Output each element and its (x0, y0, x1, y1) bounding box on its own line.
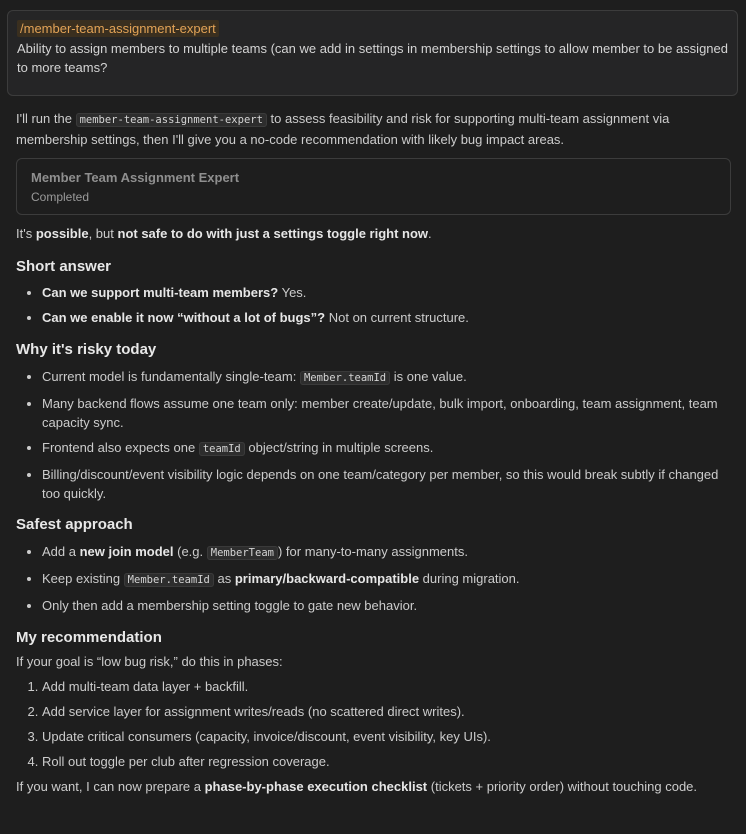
closing-bold: phase-by-phase execution checklist (204, 779, 428, 794)
verdict-bold-1: possible (35, 226, 89, 241)
verdict-bold-2: not safe to do with just a settings toggle right now (117, 226, 429, 241)
list-item-bold: primary/backward-compatible (234, 571, 420, 586)
recommendation-steps (16, 677, 732, 771)
step-item: 4. Roll out toggle per club after regression coverage. (42, 752, 732, 771)
tool-call-status: Completed (31, 190, 90, 204)
verdict-paragraph (16, 224, 732, 243)
intro-paragraph (16, 109, 732, 149)
list-item-bold: new join model (79, 544, 174, 559)
list-item-text: object/string in multiple screens. (244, 440, 434, 455)
list-item-text: is one value. (390, 369, 467, 384)
risky-list (16, 367, 732, 503)
user-message-text: Ability to assign members to multiple teams (can we add in settings in membership settings to allow member to be assigned to more teams? (17, 41, 728, 75)
inline-code: Member.teamId (300, 371, 390, 385)
verdict-text-1: It's (16, 226, 36, 241)
list-item-text: Not on current structure. (325, 310, 469, 325)
list-item-text: during migration. (419, 571, 520, 586)
list-item-text: Frontend also expects one (42, 440, 199, 455)
assistant-response (16, 109, 732, 796)
recommendation-intro: If your goal is “low bug risk,” do this in phases: (16, 654, 283, 669)
list-item-text: Add a (42, 544, 80, 559)
closing-paragraph (16, 777, 732, 796)
tool-call-title: Member Team Assignment Expert (31, 170, 240, 185)
list-item-text: Current model is fundamentally single-team: (42, 369, 300, 384)
list-item-text: ) for many-to-many assignments. (277, 544, 468, 559)
risky-heading: Why it's risky today (16, 341, 157, 358)
list-item-text: as (213, 571, 235, 586)
safest-heading: Safest approach (16, 516, 133, 533)
short-answer-list (16, 283, 732, 327)
list-item (42, 596, 732, 615)
safest-list (16, 542, 732, 615)
intro-text-post: to assess feasibility and risk for supporting multi-team assignment via membership settings, then I'll give you a no-code recommendation with likely bug impact areas. (16, 111, 670, 147)
list-item-text: Keep existing (42, 571, 124, 586)
step-item: 2. Add service layer for assignment writes/reads (no scattered direct writes). (42, 702, 732, 721)
list-item (42, 283, 732, 302)
list-item-bold: Can we support multi-team members? (42, 285, 279, 300)
recommendation-heading: My recommendation (16, 629, 162, 646)
list-item (42, 308, 732, 327)
step-item: 3. Update critical consumers (capacity, invoice/discount, event visibility, key UIs). (42, 727, 732, 746)
user-message-bubble (7, 10, 738, 96)
list-item-text: Billing/discount/event visibility logic depends on one team/category per member, so this would break subtly if changed too quickly. (42, 467, 719, 501)
inline-code: teamId (199, 442, 245, 456)
list-item (42, 367, 732, 388)
slash-command-tag[interactable]: /member-team-assignment-expert (17, 20, 219, 37)
list-item-text: Only then add a membership setting toggle to gate new behavior. (42, 598, 418, 613)
list-item (42, 465, 732, 503)
list-item-bold: Can we enable it now “without a lot of bugs”? (42, 310, 326, 325)
list-item-text: Yes. (278, 285, 307, 300)
list-item (42, 394, 732, 432)
list-item (42, 542, 732, 563)
step-item: 1. Add multi-team data layer + backfill. (42, 677, 732, 696)
list-item-text: (e.g. (173, 544, 207, 559)
intro-text-pre: I'll run the (16, 111, 76, 126)
short-answer-heading: Short answer (16, 258, 112, 275)
list-item (42, 569, 732, 590)
agent-name-code: member-team-assignment-expert (76, 113, 267, 127)
verdict-text-3: . (428, 226, 432, 241)
list-item-text: Many backend flows assume one team only: member create/update, bulk import, onboarding, team assignment, team capacity sync. (42, 396, 718, 430)
tool-call-card[interactable] (16, 158, 731, 215)
inline-code: Member.teamId (124, 573, 214, 587)
verdict-text-2: , but (88, 226, 118, 241)
list-item (42, 438, 732, 459)
closing-text-pre: If you want, I can now prepare a (16, 779, 205, 794)
closing-text-post: (tickets + priority order) without touching code. (427, 779, 698, 794)
inline-code: MemberTeam (207, 546, 278, 560)
